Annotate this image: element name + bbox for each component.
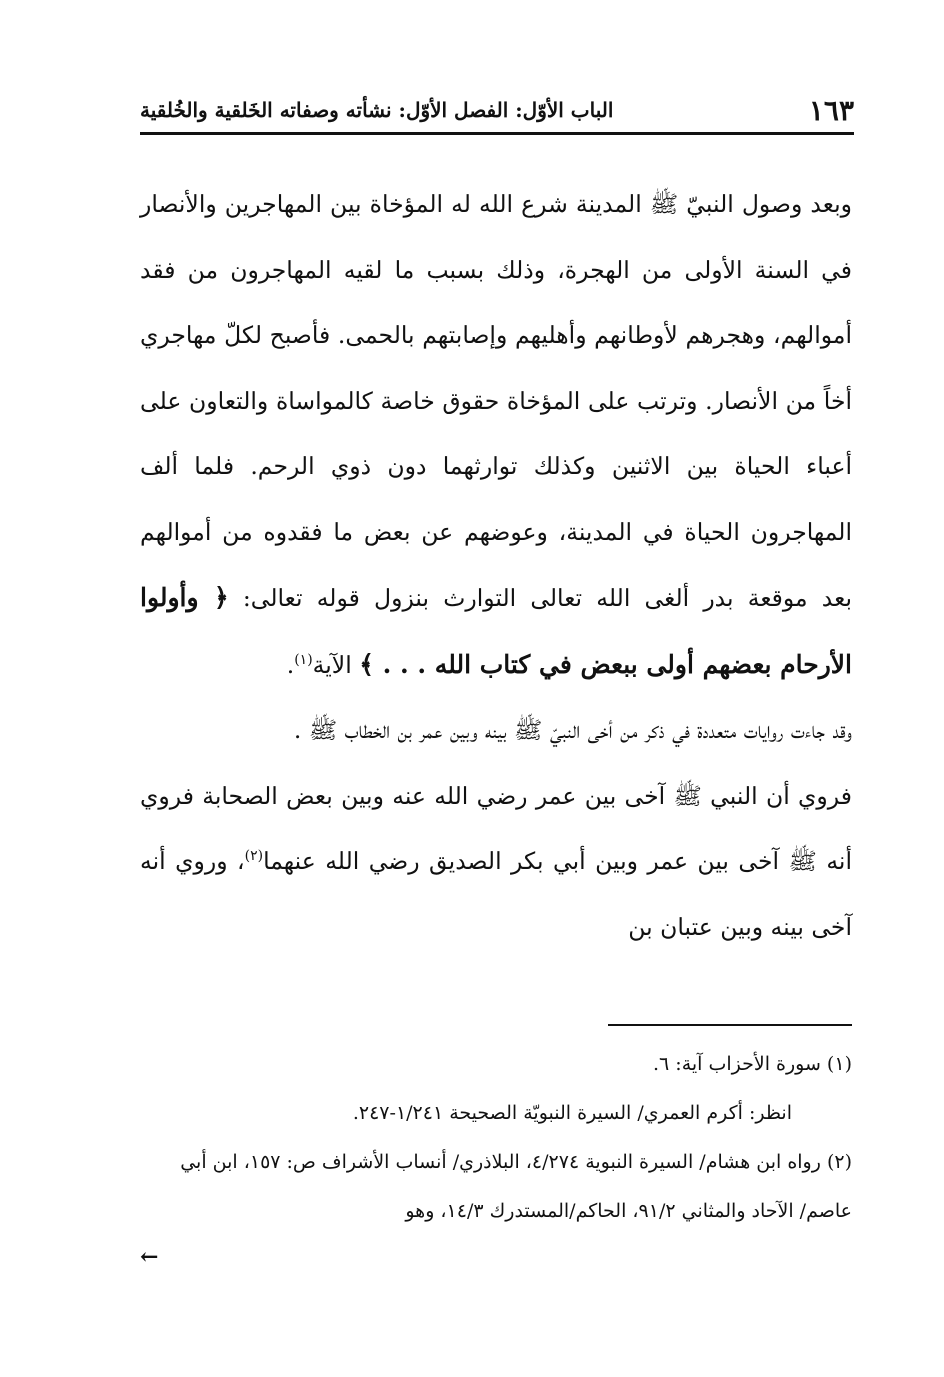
footnote-2: (٢) رواه ابن هشام/ السيرة النبوية ٤/٢٧٤، البلاذري/ أنساب الأشراف ص: ١٥٧، ابن أبي عاصم/ الآحاد والمثاني ٩١/٢، الحاكم/المستدرك ١٤/٣، وهو <box>180 1151 852 1222</box>
header-rule <box>140 132 854 135</box>
page-number: ١٦٣ <box>808 94 854 127</box>
page-header <box>140 90 854 130</box>
continue-arrow-icon: ← <box>140 1244 159 1270</box>
footnote-1: (١) سورة الأحزاب آية: ٦. <box>652 1053 852 1075</box>
quran-quote: ﴿ وأولوا الأرحام بعضهم أولى ببعض في كتاب الله . . . ﴾ <box>140 583 852 679</box>
footnote-ref-2: (٢) <box>244 848 264 865</box>
paragraph-3-text: فروي أن النبي ﷺ آخى بين عمر رضي الله عنه وبين بعض الصحابة فروي أنه ﷺ آخى بين عمر وبين أبي بكر الصديق رضي الله عنهما <box>140 781 852 875</box>
verse-label: الآية <box>312 650 352 679</box>
paragraph-1-text: وبعد وصول النبيّ ﷺ المدينة شرع الله له المؤخاة بين المهاجرين والأنصار في السنة الأولى من الهجرة، وذلك بسبب ما لقيه المهاجرون من فقد أموالهم، وهجرهم لأوطانهم وأهليهم وإصابتهم بالحمى. فأصبح لكلّ مهاجري أخاً من الأنصار. وترتب على المؤخاة حقوق خاصة كالمواساة والتعاون على أعباء الحياة بين الاثنين وكذلك توارثهما دون ذوي الرحم. فلما ألف المهاجرون الحياة في المدينة، وعوضهم عن بعض ما فقدوه من أموالهم بعد موقعة بدر ألغى الله تعالى التوارث بنزول قوله تعالى: <box>140 190 853 612</box>
paragraph-3 <box>140 764 852 961</box>
main-text <box>140 172 852 960</box>
footnote-rule <box>608 1024 852 1026</box>
paragraph-3-tail: ، وروي أنه آخى بينه وبين عتبان بن <box>140 847 852 941</box>
footnote-ref-1: (١) <box>294 651 313 668</box>
paragraph-2: وقد جاءت روايات متعددة في ذكر من أخى النبيّ ﷺ بينه وبين عمر بن الخطاب ﷺ . <box>293 716 852 744</box>
running-title: الباب الأوّل: الفصل الأوّل: نشأته وصفاته الخَلقية والخُلقية <box>140 98 614 122</box>
paragraph-1 <box>140 172 852 698</box>
footnotes <box>140 1040 852 1236</box>
paragraph-1-end: . <box>286 650 295 679</box>
footnote-1-reference: انظر: أكرم العمري/ السيرة النبويّة الصحيحة ١/٢٤١-٢٤٧. <box>352 1102 792 1124</box>
